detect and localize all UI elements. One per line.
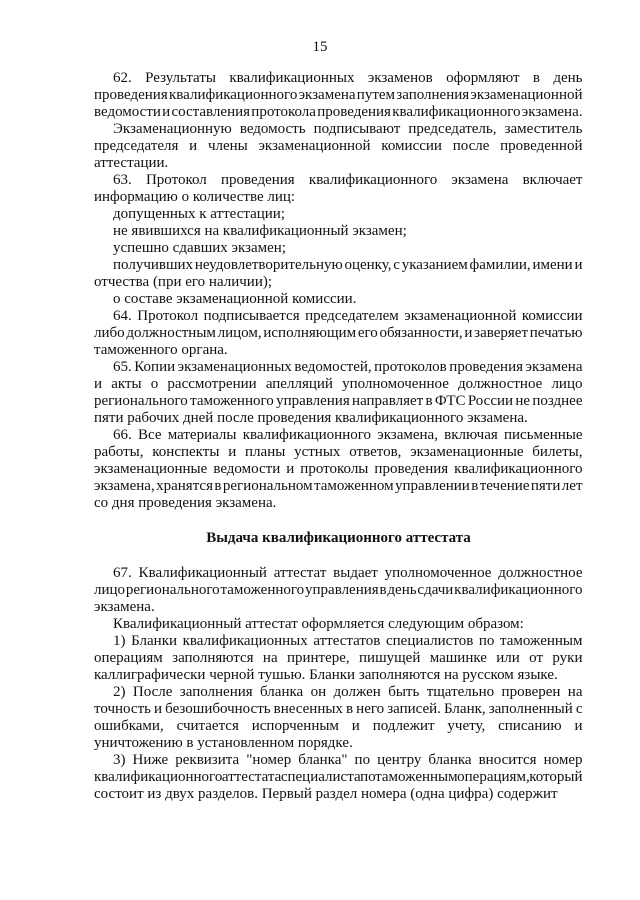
text-line-row xyxy=(94,599,583,616)
text-line-row xyxy=(94,495,583,512)
text-line-row xyxy=(94,325,583,342)
page-number: 15 xyxy=(312,39,328,55)
text-line: регионального таможенного управления направляет в ФТС России не позднее xyxy=(94,393,583,409)
text-line-row xyxy=(94,633,583,650)
text-line-row xyxy=(94,478,583,495)
paragraph xyxy=(94,70,583,121)
text-line: операциям заполняются на принтере, пишущей машинке или от руки xyxy=(94,650,583,666)
paragraph xyxy=(94,223,583,240)
text-line: 2) После заполнения бланка он должен быть тщательно проверен на xyxy=(113,684,583,700)
text-line-row xyxy=(94,138,583,155)
text-line-row xyxy=(94,189,583,206)
text-line: экзаменационные ведомости и протоколы проведения квалификационного xyxy=(94,461,583,477)
paragraph xyxy=(94,427,583,512)
paragraph xyxy=(94,616,583,633)
text-line: председателя и члены экзаменационной комиссии после проведенной xyxy=(94,138,583,154)
text-line-row xyxy=(94,701,583,718)
text-line: либо должностным лицом, исполняющим его обязанности, и заверяет печатью xyxy=(94,325,583,341)
section-heading: Выдача квалификационного аттестата xyxy=(206,530,471,546)
text-line-row xyxy=(94,718,583,735)
text-line: не явившихся на квалификационный экзамен; xyxy=(113,223,407,239)
text-line: 63. Протокол проведения квалификационного экзамена включает xyxy=(113,172,583,188)
text-line-row xyxy=(94,359,583,376)
text-line-row xyxy=(94,342,583,359)
text-line: допущенных к аттестации; xyxy=(113,206,286,222)
text-line-row xyxy=(94,650,583,667)
text-line: 65. Копии экзаменационных ведомостей, протоколов проведения экзамена xyxy=(113,359,583,375)
paragraph xyxy=(94,684,583,752)
text-line: Квалификационный аттестат оформляется следующим образом: xyxy=(113,616,524,632)
text-line: 66. Все материалы квалификационного экзамена, включая письменные xyxy=(113,427,583,443)
text-line: точность и безошибочность внесенных в него записей. Бланк, заполненный с xyxy=(94,701,583,717)
text-line: 3) Ниже реквизита "номер бланка" по центру бланка вносится номер xyxy=(113,752,583,768)
text-line: экзамена, хранятся в региональном таможенном управлении в течение пяти лет xyxy=(94,478,583,494)
text-line-row xyxy=(94,70,583,87)
paragraph xyxy=(94,172,583,206)
text-line-row xyxy=(94,393,583,410)
text-line: успешно сдавших экзамен; xyxy=(113,240,286,256)
text-line: 67. Квалификационный аттестат выдает уполномоченное должностное xyxy=(113,565,583,581)
text-line-row xyxy=(94,104,583,121)
text-line: 1) Бланки квалификационных аттестатов специалистов по таможенным xyxy=(113,633,583,649)
paragraph xyxy=(94,121,583,172)
text-line-row xyxy=(94,308,583,325)
text-line: Экзаменационную ведомость подписывают председатель, заместитель xyxy=(113,121,583,137)
text-line: состоит из двух разделов. Первый раздел номера (одна цифра) содержит xyxy=(94,786,558,802)
paragraph xyxy=(94,308,583,359)
text-line-row xyxy=(94,121,583,138)
text-line-row xyxy=(94,667,583,684)
text-line-row xyxy=(94,461,583,478)
text-line-row xyxy=(94,769,583,786)
paragraph xyxy=(94,565,583,616)
text-line-row xyxy=(94,155,583,172)
text-line-row xyxy=(94,410,583,427)
text-line: каллиграфически черной тушью. Бланки заполняются на русском языке. xyxy=(94,667,558,683)
text-line: уничтожению в установленном порядке. xyxy=(94,735,353,751)
text-line-row xyxy=(94,752,583,769)
paragraph xyxy=(94,240,583,257)
text-line-row xyxy=(94,565,583,582)
text-line-row xyxy=(94,582,583,599)
text-line-row xyxy=(94,376,583,393)
text-line: о составе экзаменационной комиссии. xyxy=(113,291,357,307)
text-line: экзамена. xyxy=(94,599,155,615)
text-line-row xyxy=(94,257,583,274)
text-line: информацию о количестве лиц: xyxy=(94,189,296,205)
text-line: ошибками, считается испорченным и подлежит учету, списанию и xyxy=(94,718,583,734)
text-line: проведения квалификационного экзамена путем заполнения экзаменационной xyxy=(94,87,583,103)
text-line-row xyxy=(94,206,583,223)
paragraph xyxy=(94,206,583,223)
document-body xyxy=(94,70,583,803)
paragraph xyxy=(94,359,583,427)
text-line-row xyxy=(94,223,583,240)
text-line: получивших неудовлетворительную оценку, с указанием фамилии, имени и xyxy=(113,257,583,273)
text-line-row xyxy=(94,684,583,701)
text-line-row xyxy=(94,786,583,803)
text-line-row xyxy=(94,87,583,104)
text-line: и акты о рассмотрении апелляций уполномоченное должностное лицо xyxy=(94,376,583,392)
paragraph xyxy=(94,257,583,291)
text-line-row xyxy=(94,427,583,444)
text-line-row xyxy=(94,616,583,633)
paragraph xyxy=(94,633,583,684)
text-line: аттестации. xyxy=(94,155,169,171)
text-line-row xyxy=(94,240,583,257)
paragraph xyxy=(94,291,583,308)
text-line: 64. Протокол подписывается председателем экзаменационной комиссии xyxy=(113,308,583,324)
text-line-row xyxy=(94,735,583,752)
text-line: пяти рабочих дней после проведения квалификационного экзамена. xyxy=(94,410,528,426)
text-line-row xyxy=(94,172,583,189)
text-line-row xyxy=(94,291,583,308)
text-line: 62. Результаты квалификационных экзаменов оформляют в день xyxy=(113,70,583,86)
text-line: лицо регионального таможенного управления в день сдачи квалификационного xyxy=(94,582,583,598)
text-line: квалификационного аттестата специалиста по таможенным операциям, который xyxy=(94,769,583,785)
section-after-heading xyxy=(94,565,583,803)
text-line: со дня проведения экзамена. xyxy=(94,495,277,511)
text-line: ведомости и составления протокола проведения квалификационного экзамена. xyxy=(94,104,583,120)
text-line: работы, конспекты и планы устных ответов, экзаменационные билеты, xyxy=(94,444,583,460)
text-line-row xyxy=(94,444,583,461)
text-line: таможенного органа. xyxy=(94,342,228,358)
paragraph xyxy=(94,752,583,803)
text-line-row xyxy=(94,274,583,291)
text-line: отчества (при его наличии); xyxy=(94,274,273,290)
section-before-heading xyxy=(94,70,583,512)
